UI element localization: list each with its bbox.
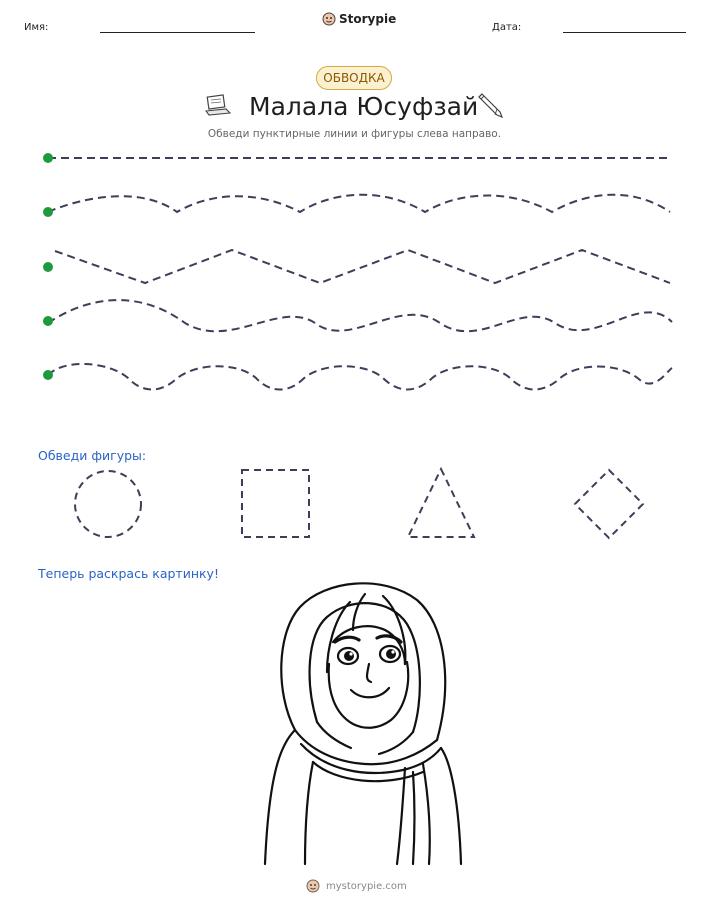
shape-circle[interactable] xyxy=(75,471,141,537)
storypie-mascot-icon xyxy=(306,879,320,893)
tracing-lines xyxy=(0,0,709,420)
page-title: Малала Юсуфзай xyxy=(249,92,479,121)
tracing-line-deep-wave[interactable] xyxy=(48,364,672,390)
footer xyxy=(306,879,407,893)
start-dot xyxy=(43,370,53,380)
start-dot xyxy=(43,153,53,163)
activity-badge: ОБВОДКА xyxy=(316,66,392,90)
shape-triangle[interactable] xyxy=(408,469,474,537)
tracing-line-zigzag[interactable] xyxy=(55,250,670,283)
shape-square[interactable] xyxy=(242,470,309,537)
tracing-shapes xyxy=(0,460,709,550)
shape-diamond[interactable] xyxy=(575,470,643,538)
date-label: Дата: xyxy=(492,22,522,33)
shapes-label: Обведи фигуры: xyxy=(38,448,147,463)
coloring-label: Теперь раскрась картинку! xyxy=(38,566,219,581)
start-dot xyxy=(43,316,53,326)
instructions: Обведи пунктирные линии и фигуры слева направо. xyxy=(207,128,502,140)
footer-site[interactable]: mystorypie.com xyxy=(326,880,407,892)
tracing-line-gentle-wave[interactable] xyxy=(48,195,670,212)
brand-name: Storypie xyxy=(339,12,397,26)
name-label: Имя: xyxy=(24,22,49,33)
malala-coloring-illustration[interactable] xyxy=(255,572,470,864)
start-dot xyxy=(43,207,53,217)
tracing-line-wave[interactable] xyxy=(48,300,672,331)
start-dot xyxy=(43,262,53,272)
